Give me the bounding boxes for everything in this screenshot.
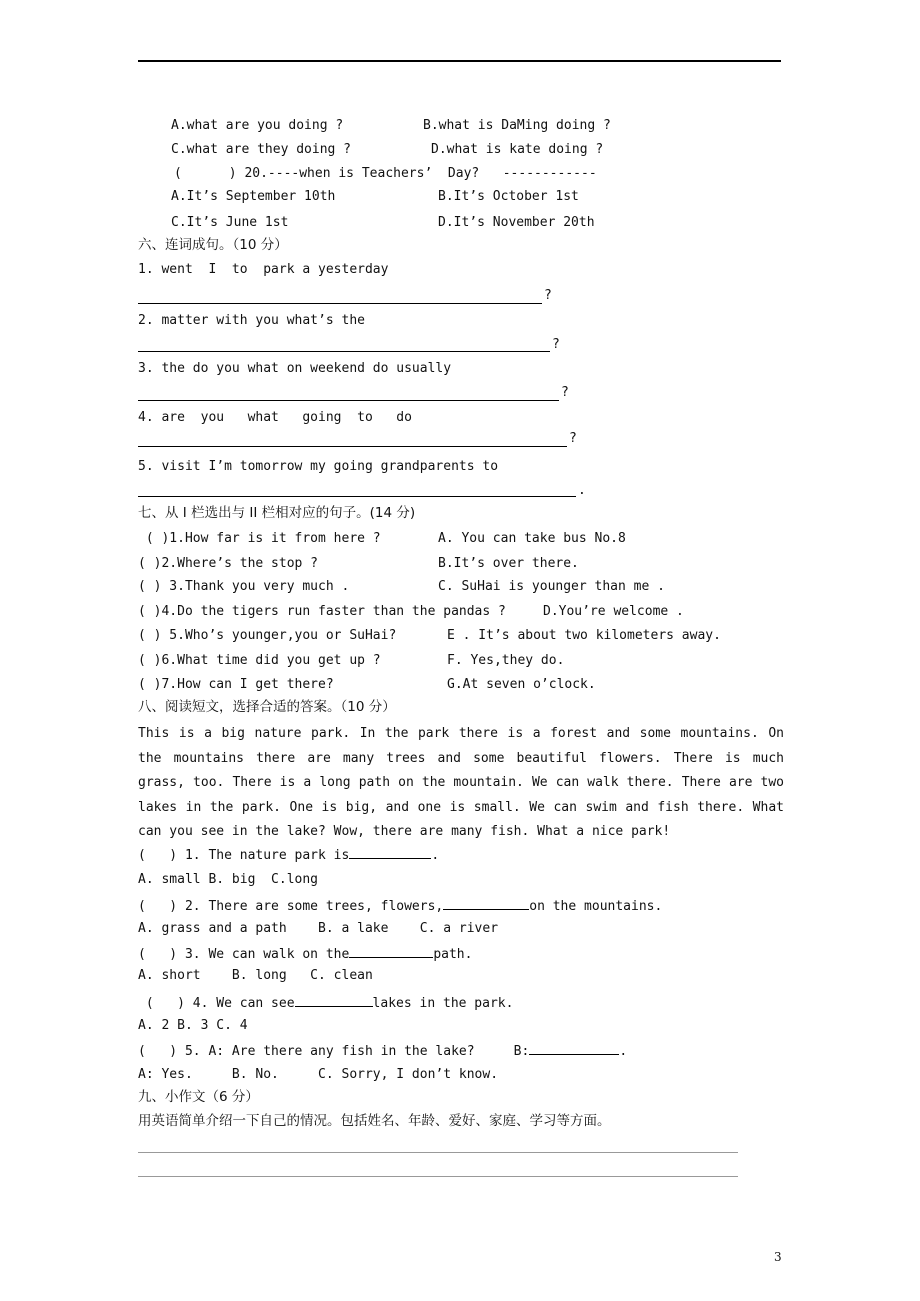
match-right-d: D.You’re welcome . bbox=[543, 604, 684, 619]
q20-option-c: C.It’s June 1st bbox=[171, 215, 289, 230]
reading-q3-blank[interactable] bbox=[349, 945, 433, 958]
reading-q4-options: A. 2 B. 3 C. 4 bbox=[138, 1018, 248, 1033]
match-left-1: ( )1.How far is it from here ? bbox=[138, 531, 381, 546]
page-number: 3 bbox=[774, 1250, 782, 1264]
sentence-3-answer-line[interactable] bbox=[138, 400, 559, 401]
reading-q2-blank[interactable] bbox=[443, 897, 529, 910]
sentence-1-answer-line[interactable] bbox=[138, 303, 542, 304]
match-right-a: A. You can take bus No.8 bbox=[438, 531, 626, 546]
sentence-2-end-mark: ? bbox=[552, 337, 560, 352]
reading-q4 bbox=[138, 994, 513, 1012]
match-left-3: ( ) 3.Thank you very much . bbox=[138, 579, 350, 594]
reading-q4-tail: lakes in the park. bbox=[372, 996, 514, 1011]
reading-q2-stem: ( ) 2. There are some trees, flowers, bbox=[138, 899, 444, 914]
reading-q2-options: A. grass and a path B. a lake C. a river bbox=[138, 921, 499, 936]
reading-q2-tail: on the mountains. bbox=[529, 899, 663, 914]
match-left-7: ( )7.How can I get there? bbox=[138, 677, 334, 692]
header-rule bbox=[138, 60, 781, 62]
reading-q3 bbox=[138, 945, 472, 963]
reading-q4-blank[interactable] bbox=[295, 994, 373, 1007]
composition-prompt: 用英语简单介绍一下自己的情况。包括姓名、年龄、爱好、家庭、学习等方面。 bbox=[138, 1113, 611, 1129]
match-right-f: F. Yes,they do. bbox=[447, 653, 565, 668]
section-6-heading: 六、连词成句。（10 分） bbox=[138, 237, 288, 253]
q20-option-a: A.It’s September 10th bbox=[171, 189, 336, 204]
match-left-6: ( )6.What time did you get up ? bbox=[138, 653, 381, 668]
reading-q5-options: A: Yes. B. No. C. Sorry, I don’t know. bbox=[138, 1067, 499, 1082]
q19-option-d: D.what is kate doing ? bbox=[431, 142, 604, 157]
match-right-e: E . It’s about two kilometers away. bbox=[447, 628, 721, 643]
match-left-2: ( )2.Where’s the stop ? bbox=[138, 556, 319, 571]
reading-q4-stem: ( ) 4. We can see bbox=[138, 996, 295, 1011]
reading-q3-stem: ( ) 3. We can walk on the bbox=[138, 947, 350, 962]
sentence-5-end-mark: . bbox=[578, 483, 586, 498]
match-left-4: ( )4.Do the tigers run faster than the pandas ? bbox=[138, 604, 506, 619]
reading-q2 bbox=[138, 897, 662, 915]
sentence-5-answer-line[interactable] bbox=[138, 496, 576, 497]
sentence-1-words: 1. went I to park a yesterday bbox=[138, 262, 389, 277]
reading-q3-tail: path. bbox=[433, 947, 473, 962]
reading-q1-stem: ( ) 1. The nature park is bbox=[138, 848, 350, 863]
q20-option-d: D.It’s November 20th bbox=[438, 215, 595, 230]
reading-q5 bbox=[138, 1042, 627, 1060]
reading-q1 bbox=[138, 846, 439, 864]
sentence-4-end-mark: ? bbox=[569, 431, 577, 446]
sentence-3-words: 3. the do you what on weekend do usually bbox=[138, 361, 452, 376]
reading-q5-blank[interactable] bbox=[529, 1042, 619, 1055]
reading-passage: This is a big nature park. In the park there is a forest and some mountains. On the mountains there are many trees and some beautiful flowers. There is much grass, too. There is a long path on the mountain. We can walk there. There are two lakes in the park. One is big, and one is small. We can swim and fish there. What can you see in the lake? Wow, there are many fish. What a nice park! bbox=[138, 726, 784, 839]
q20-option-b: B.It’s October 1st bbox=[438, 189, 579, 204]
match-left-5: ( ) 5.Who’s younger,you or SuHai? bbox=[138, 628, 397, 643]
sentence-2-answer-line[interactable] bbox=[138, 351, 550, 352]
reading-q1-tail: . bbox=[431, 848, 440, 863]
writing-line-1[interactable] bbox=[138, 1152, 738, 1153]
sentence-4-answer-line[interactable] bbox=[138, 446, 567, 447]
section-9-heading: 九、小作文（6 分） bbox=[138, 1089, 259, 1105]
writing-line-2[interactable] bbox=[138, 1176, 738, 1177]
sentence-1-end-mark: ? bbox=[544, 288, 552, 303]
match-right-g: G.At seven o’clock. bbox=[447, 677, 596, 692]
sentence-2-words: 2. matter with you what’s the bbox=[138, 313, 365, 328]
q19-option-a: A.what are you doing ? bbox=[171, 118, 344, 133]
match-right-c: C. SuHai is younger than me . bbox=[438, 579, 665, 594]
reading-q5-tail: . bbox=[619, 1044, 628, 1059]
section-7-heading: 七、从 I 栏选出与 II 栏相对应的句子。(14 分) bbox=[138, 505, 416, 521]
sentence-5-words: 5. visit I’m tomorrow my going grandparents to bbox=[138, 459, 499, 474]
reading-q5-stem: ( ) 5. A: Are there any fish in the lake? B: bbox=[138, 1044, 530, 1059]
reading-q3-options: A. short B. long C. clean bbox=[138, 968, 373, 983]
q19-option-b: B.what is DaMing doing ? bbox=[423, 118, 611, 133]
q20-stem: ( ) 20.----when is Teachers’ Day? ------------ bbox=[174, 166, 597, 181]
section-8-heading: 八、阅读短文，选择合适的答案。（10 分） bbox=[138, 699, 396, 715]
reading-q1-options: A. small B. big C.long bbox=[138, 872, 319, 887]
q19-option-c: C.what are they doing ? bbox=[171, 142, 352, 157]
match-right-b: B.It’s over there. bbox=[438, 556, 579, 571]
sentence-4-words: 4. are you what going to do bbox=[138, 410, 412, 425]
sentence-3-end-mark: ? bbox=[561, 385, 569, 400]
reading-q1-blank[interactable] bbox=[349, 846, 431, 859]
